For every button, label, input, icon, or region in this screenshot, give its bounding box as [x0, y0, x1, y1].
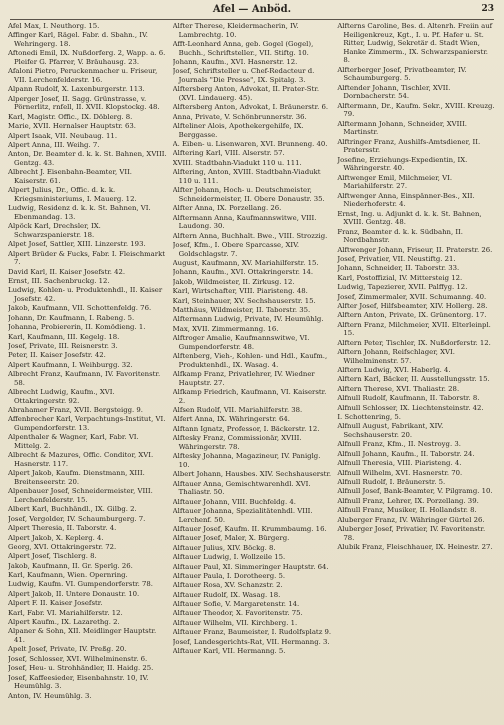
- directory-entry: Alftann Ignatz, Professor, I. Bäckerstr. 12.: [172, 424, 320, 433]
- directory-entry: Ludwig, Tapezierer, XVII. Palffyg. 12.: [337, 283, 468, 292]
- directory-entry: Apelt Josef, Private, IV. Preßg. 20.: [8, 645, 127, 654]
- directory-entry: Karl, Wirtschafter, VIII. Piaristeng. 48.: [172, 287, 308, 296]
- directory-entry: Alftwenger Anna, Einspänner-Bes., XII. Niederhoferstr. 4.: [337, 191, 475, 209]
- directory-entry: Alftermann, Dr., Kaufm. Sekr., XVIII. Kreuzg. 79.: [337, 101, 495, 119]
- directory-entry: Albrecht & Mazures, Offic. Conditor, XVI. Hasnerstr. 117.: [8, 451, 154, 468]
- directory-entry: Alpert Jakob, Kaufm. Dienstmann, XIII. Breitenseerstr. 20.: [8, 469, 145, 486]
- directory-entry: Jakob, Kaufmann, II. Gr. Sperlg. 26.: [8, 561, 133, 570]
- directory-entry: Jakob, Kaufmann, VII. Schottenfeldg. 76.: [8, 304, 152, 313]
- directory-entry: Afaloni Pietro, Peruckenmacher u. Friseur, VII. Lerchenfelderstr. 16.: [8, 67, 158, 84]
- directory-entry: Alftwenger Emil, Milchmeier, VI. Mariahilferstr. 27.: [337, 173, 453, 191]
- directory-entry: Anton, IV. Heumühlg. 3.: [8, 691, 92, 700]
- directory-entry: Alfnull Rudolf, I. Bräunerstr. 5.: [337, 477, 446, 486]
- directory-entry: Josef, Landesgerichts-Rat, VII. Hermanng. 3.: [172, 637, 330, 646]
- directory-entry: Alftern Anton, Private, IX. Grünentorg. 17.: [337, 311, 487, 320]
- directory-entry: Alfnull Rudolf, Kaufmann, II. Taborstr. 8.: [337, 394, 480, 403]
- directory-entry: Alftauer Josef, Kaufm. II. Krummbaumg. 16.: [172, 524, 327, 533]
- directory-entry: Alpert Kaufm., IX. Lazarethg. 2.: [8, 618, 120, 627]
- directory-entry: Jakob, Wildmeister, II. Zirkusg. 12.: [172, 277, 295, 286]
- directory-entry: Josef, Schlosser, XVI. Wilhelminenstr. 6.: [8, 654, 148, 663]
- directory-entry: Alftauer Ludwig, I. Wollzeile 15.: [172, 553, 286, 562]
- directory-entry: Alfterberger Josef, Privatbeamter, IV. Schaumburgerg. 5.: [337, 65, 467, 83]
- directory-entry: Karl, Magistr. Offic., IX. Döblerg. 8.: [8, 112, 133, 121]
- directory-entry: A. Eiben- u. Lisenwaren, XVI. Brunneng. 40.: [172, 140, 328, 149]
- directory-entry: Alftermann Johann, Schneider, XVIII. Martinstr.: [337, 119, 468, 137]
- directory-entry: Alpert Julius, Dr., Offic. d. k. k. Kriegsministeriums, I. Mauerg. 12.: [8, 186, 137, 203]
- directory-entry: Alpann Rudolf, X. Laxenburgerstr. 113.: [8, 85, 145, 94]
- directory-entry: Karl, Fabr. VI. Mariahilferstr. 12.: [8, 608, 123, 617]
- directory-entry: Josef, Kaffeesieder, Eisenbahnstr. 10, IV. Heumühlg. 3.: [8, 673, 149, 691]
- header-rule: [10, 19, 494, 20]
- directory-entry: David Karl, II. Kaiser Josefstr. 42.: [8, 267, 126, 276]
- directory-entry: Ernst, III. Sachenbruckg. 12.: [8, 276, 110, 285]
- directory-entry: Anna, Private, V. Schönbrunnerstr. 36.: [172, 112, 307, 121]
- directory-entry: Ernst, Ing. u. Adjunkt d. k. k. St. Bahnen, XVIII. Gentzg. 48.: [337, 209, 482, 227]
- directory-entry: Alftauer Johann, VIII. Buchfeldg. 4.: [172, 497, 296, 506]
- directory-entry: Alfnull Johann, Kaufm., II. Taborstr. 24.: [337, 449, 475, 458]
- directory-entry: Alftenberg, Vieh-, Kohlen- und Hdl., Kaufm., Produktenhdl., IX. Wasag. 4.: [172, 352, 328, 369]
- directory-entry: Alpert Anna, III. Weihg. 7.: [8, 140, 100, 149]
- directory-entry: Josef, Schriftsteller u. Chef-Redacteur d. Journals "Die Presse", IX. Spitalg. 3.: [172, 67, 315, 84]
- directory-entry: Ludwig, Kohlen- u. Produktenhdl., II. Kaiser Josefstr. 42.: [8, 286, 163, 303]
- directory-entry: I. Schottenring, 5.: [337, 413, 401, 422]
- column-1: [8, 22, 167, 721]
- directory-entry: Alftauer Theodor, X. Favoritenstr. 75.: [172, 609, 303, 618]
- directory-entry: Alpet Josef, Sattler, XIII. Linzerstr. 193.: [8, 240, 146, 249]
- directory-entry: Alfnull Schlosser, IX. Liechtensteinstr. 42.: [337, 403, 484, 412]
- directory-entry: Ludwig, Residenz d. k. k. St. Bahnen, VI. Ebenmandag. 13.: [8, 204, 151, 221]
- page-header: [0, 0, 504, 22]
- column-2: [173, 22, 332, 721]
- directory-entry: Alftauer Wilhelm, VII. Kirchberg. 1.: [172, 618, 298, 627]
- directory-entry: Karl, Kaufmann, Wien. Opernring.: [8, 571, 128, 580]
- directory-entry: Alfter Johann, Hoch- u. Deutschmeister, Schneidermeister, II. Obere Donaustr. 35.: [172, 186, 325, 203]
- directory-entry: Josef, Vergolder, IV. Schaumburgerg. 7.: [8, 514, 146, 523]
- directory-entry: Alftwenger Johann, Friseur, II. Praterstr. 26.: [337, 245, 493, 254]
- directory-entry: Alfert Anna, IX. Währingerstr. 64.: [172, 415, 290, 424]
- directory-entry: Affinger Karl, Rägel. Fabr. d. Sbahn., IV. Wehringerg. 18.: [8, 31, 148, 48]
- directory-entry: Alftermann Anna, Kaufmannswitwe, VIII. Laudong. 30.: [172, 213, 317, 231]
- directory-entry: Alftender Johann, Tischler, XVII. Dornbacherstr. 54.: [337, 83, 451, 101]
- directory-entry: Alpenbauer Josef, Schneidermeister, VIII. Lerchenfelderstr. 15.: [8, 487, 153, 504]
- directory-entry: Alfteliner Alois, Apothekergehilfe, IX. Berggasse.: [172, 122, 304, 139]
- directory-entry: August, Kaufmann, XV. Mariahilferstr. 15.: [172, 258, 319, 267]
- directory-entry: Alftauer Paul, XI. Simmeringer Hauptstr. 64.: [172, 562, 329, 571]
- directory-entry: Alftauer Sofie, V. Margaretenstr. 14.: [172, 600, 300, 609]
- page-number: 23: [481, 4, 494, 14]
- directory-entry: Alftauer Anna, Gemischtwarenhdl. XVI. Thaliastr. 50.: [172, 479, 311, 497]
- directory-entry: Aftonedi Emil, IX. Nußdorferg. 2, Wapp. a. 6. Pleifer G. Pfarrer, V. Bräuhausg. 23.: [8, 49, 166, 66]
- directory-entry: Alpert Isaak, VII. Neubaug. 11.: [8, 131, 118, 140]
- directory-entry: Alftern Johann, Reifschlager, XVI. Wilhelminenstr. 57.: [337, 348, 455, 365]
- directory-entry: Aluberger Josef, Privatier, IV. Favoritenstr. 78.: [337, 524, 486, 542]
- directory-entry: Marie, XVII. Hernalser Hauptstr. 63.: [8, 122, 136, 131]
- directory-entry: Johann, Kaufm., XVI. Ottakringerstr. 14.: [172, 268, 314, 277]
- directory-entry: Alftauer Karl, VII. Hermanng. 5.: [172, 647, 286, 656]
- directory-entry: Alpenthaler & Wagner, Karl, Fabr. VI. Mittelg. 2.: [8, 433, 139, 451]
- directory-entry: Alftering Karl, VIII. Alserstr. 57.: [172, 149, 285, 158]
- directory-entry: Alftersberg Anton, Advokat, I. Bräunerstr. 6.: [172, 103, 329, 112]
- directory-entry: Alfnull Franz, Musiker, II. Hollandstr. 8.: [337, 506, 477, 515]
- directory-entry: Alftern Therese, XVI. Thaliastr. 28.: [337, 384, 460, 393]
- directory-entry: Alftauer Rudolf, IX. Wasag. 18.: [172, 590, 281, 599]
- directory-entry: Alftauer Josef, Maler, X. Bürgerg.: [172, 534, 290, 543]
- directory-entry: Josef, Heu- u. Strohhändler, II. Haidg. 25.: [8, 664, 154, 673]
- directory-entry: Anton, Dr. Beamter d. k. k. St. Bahnen, XVIII. Gentzg. 43.: [8, 150, 167, 167]
- directory-entry: Johann, Schneider, II. Taborstr. 33.: [337, 264, 460, 273]
- directory-entry: Alfter Therese, Kleidermacherin, IV. Lambrechtg. 10.: [172, 22, 299, 39]
- running-title: Afel — Anböd.: [212, 4, 292, 15]
- directory-entry: Alftern Franz, Milchmeier, XVII. Elterleinpl. 15.: [337, 320, 491, 338]
- directory-entry: Alpert F. II. Kaiser Josefstr.: [8, 599, 103, 608]
- directory-entry: Alpert Kaufmann, I. Weihburgg. 32.: [8, 360, 133, 369]
- directory-entry: Albrecht Ludwig, Kaufm., XVI. Ottakringerstr. 92.: [8, 388, 115, 405]
- directory-entry: Josefine, Erziehungs-Expedientin, IX. Währingerstr. 40.: [337, 155, 468, 173]
- directory-entry: Afel Max, I. Neuthorg. 15.: [8, 22, 100, 30]
- directory-entry: Josef, Privatier, VII. Neustiftg. 21.: [337, 255, 456, 263]
- directory-entry: Aluberger Franz, IV. Währinger Gürtel 26.: [337, 515, 485, 524]
- directory-entry: Alftauer Rosa, XV. Schanzstr. 2.: [172, 581, 283, 590]
- directory-entry: Karl, Postoffizial, IV. Mittersteig 12.: [337, 273, 463, 282]
- directory-entry: Peter, II. Kaiser Josefstr. 42.: [8, 351, 106, 360]
- directory-entry: Alftauer Johanna, Spezialitätenhdl. VIII. Lerchenf. 50.: [172, 506, 313, 524]
- directory-entry: Josef, Kfm., I. Obere Sparcasse, XIV. Goldschlagstr. 7.: [172, 241, 300, 258]
- directory-entry: Albert Johann, Hausbes. XIV. Sechshauserstr.: [172, 470, 332, 479]
- directory-entry: Albrecht Franz, Kaufmann, IV. Favoritenstr. 58.: [8, 370, 161, 387]
- column-3: [337, 22, 496, 721]
- directory-entry: Alfnull August, Fabrikant, XIV. Sechshauserstr. 20.: [337, 422, 444, 440]
- directory-entry: Alftauer Julius, XIV. Böckg. 8.: [172, 543, 276, 552]
- directory-entry: Karl, Steinhauer, XV. Sechshauserstr. 15.: [172, 296, 316, 305]
- directory-entry: Alftern Ludwig, XVI. Haberlg. 4.: [337, 366, 451, 375]
- directory-entry: Alpaner & Sohn, XII. Meidlinger Hauptstr. 41.: [8, 627, 157, 645]
- directory-entry: Alpert Jakob, X. Keplerg. 4.: [8, 533, 104, 542]
- directory-entry: Karl, Kaufmann, III. Kegelg. 18.: [8, 332, 120, 341]
- directory-entry: Georg, XVI. Ottakringerstr. 72.: [8, 542, 117, 551]
- directory-entry: Alfkamp Franz, Privatlehrer, IV. Wiedner Hauptstr. 27.: [172, 370, 315, 387]
- directory-entry: Alfnull Franz, Kfm., II. Nestroyg. 3.: [337, 440, 461, 449]
- directory-entry: Alftauer Paula, I. Dorotheerg. 5.: [172, 571, 286, 580]
- directory-entry: Alftesky Franz, Commissionär, XVIII. Währingerstr. 78.: [172, 434, 302, 451]
- directory-entry: Alftern Anna, Buchhalt. Bwe., VIII. Strozzig.: [172, 231, 328, 240]
- directory-entry: Alftesky Johanna, Magazineur, IV. Paniglg. 10.: [172, 452, 321, 469]
- directory-entry: Alftern Karl, Bäcker, II. Ausstellungsstr. 15.: [337, 375, 490, 384]
- directory-entry: Alpert Theresia, II. Taborstr. 4.: [8, 524, 117, 533]
- directory-entry: Alfnull Josef, Bank-Beamter, V. Pilgramg. 10.: [337, 487, 493, 496]
- directory-entry: Alftern Peter, Tischler, IX. Nußdorferstr. 12.: [337, 338, 491, 347]
- directory-entry: Alftermann Ludwig, Private, IV. Heumühlg.: [172, 315, 324, 324]
- directory-entry: Alpert Josef, Tischlerg. 8.: [8, 552, 97, 561]
- directory-entry: Alfnull Franz, Lehrer, IX. Porzellang. 39.: [337, 496, 479, 505]
- directory-entry: Alfnull Wilhelm, XVI. Hasnerstr. 70.: [337, 468, 463, 477]
- directory-entry: Alubik Franz, Fleischhauer, IX. Heinestr. 27.: [337, 542, 493, 551]
- directory-entry: Alftringer Franz, Aushilfs-Amtsdiener, II. Pratersstr.: [337, 137, 481, 155]
- directory-entry: Franz, Beamter d. k. k. Südbahn, II. Nordbahnstr.: [337, 227, 463, 245]
- directory-entry: Josef, Private, III. Reisnerstr. 3.: [8, 341, 118, 350]
- directory-entry: Max, XVII. Zimmermanng. 16.: [172, 324, 279, 333]
- directory-entry: Johann, Kaufm., XVI. Hasnerstr. 12.: [172, 57, 298, 66]
- directory-entry: Alftersberg Anton, Advokat, II. Prater-Str. (XVI. Lindauerg. 45).: [172, 85, 320, 102]
- directory-entry: Alfter Josef, Hilfsbeamter, XIV. Hollerg. 28.: [337, 301, 488, 310]
- directory-entry: Ludwig, Kaufm. VI. Gumpendorferstr. 78.: [8, 580, 153, 589]
- directory-entry: Alfsen Rudolf, VII. Mariahilferstr. 38.: [172, 406, 303, 415]
- directory-entry: Alftroger Amalie, Kaufmannswitwe, VI. Gumpendorferstr. 48.: [172, 334, 310, 351]
- directory-entry: Josef, Zimmermaler, XVII. Schumanng. 40.: [337, 292, 487, 301]
- directory-entry: Alpert Jakob, II. Untere Donaustr. 10.: [8, 589, 140, 598]
- directory-entry: Alftering, Anton, XVIII. Stadtbahn-Viadukt 110 u. 111.: [172, 168, 321, 185]
- directory-entry: Albert Karl, Buchhändl., IX. Gilbg. 2.: [8, 505, 137, 514]
- directory-entry: Alperger Josef, II. Sagg. Grünstrasse, v. Pörnerlitz, rnfell, II. XVII. Klopstockg. 48.: [8, 94, 160, 112]
- directory-entry: Alpöck Karl, Drechsler, IX. Schwarzspanierstr. 18.: [8, 222, 101, 239]
- directory-columns: [8, 22, 496, 721]
- directory-entry: Alfnull Theresia, VIII. Piaristeng. 4.: [337, 459, 462, 468]
- directory-entry: Alfterns Caroline, Bes. d. Altenrh. Freiin auf Heiligenkreuz, Kgt., I. u. Pf. Hafer u. St. Ritter, Ludwig, Sekretär d. Stadt Wien, Hanke Zimmerm., IX. Schwarzspanierstr. 8.: [337, 22, 493, 65]
- directory-entry: Alfkamp Friedrich, Kaufmann, VI. Kaiserstr. 2.: [172, 388, 327, 405]
- directory-entry: XVIII. Stadtbahn-Viadukt 110 u. 111.: [172, 158, 302, 167]
- directory-entry: Afft-Leonhard Anna, geb. Gogel (Gogel), Buchh., Schriftsteller., VII. Stiftg. 10.: [172, 39, 314, 57]
- directory-entry: Alfter Anna, IX. Porzellang. 26.: [172, 204, 282, 213]
- directory-entry: Johann, Dr. Kaufmann, I. Rabeng. 5.: [8, 313, 135, 322]
- directory-entry: Johanna, Probiererin, II. Komödieng. 1.: [8, 323, 146, 332]
- directory-entry: Abrahamer Franz, XVII. Bergsteigg. 9.: [8, 406, 143, 415]
- directory-entry: Affenbrecher Karl, Verpachtungs-Institut, VI. Gumpendorferstr. 13.: [8, 415, 166, 433]
- directory-entry: Albrecht J. Eisenbahn-Beamter, VII. Kaiserstr. 61.: [8, 168, 132, 185]
- directory-entry: Alpert Brüder & Fucks, Fabr. I. Fleischmarkt 7.: [8, 249, 166, 267]
- directory-entry: Matthäus, Wildmeister, II. Taborstr. 35.: [172, 305, 311, 314]
- directory-entry: Alftauer Franz, Baumeister, I. Rudolfsplatz 9.: [172, 628, 332, 637]
